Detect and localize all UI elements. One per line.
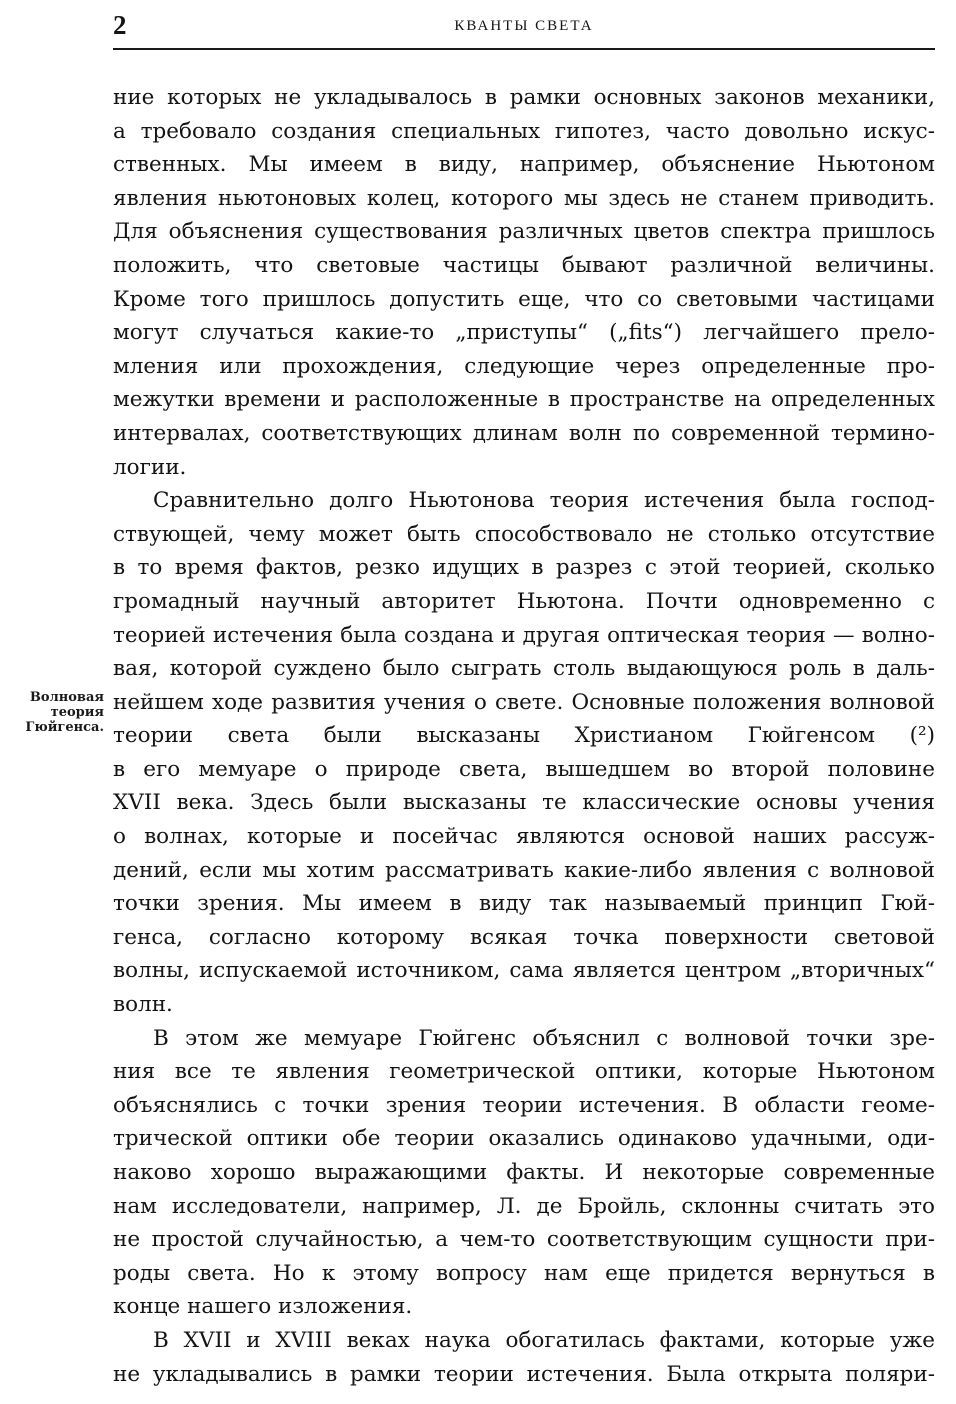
margin-note-line: теория — [50, 705, 104, 720]
text-line: межутки времени и расположенные в пространстве на определенных — [113, 387, 935, 413]
text-line: теории света были высказаны Христианом Гюйгенсом (²) — [113, 723, 935, 749]
text-line: интервалах, соответствующих длинам волн по современной термино- — [113, 420, 935, 446]
text-line: положить, что световые частицы бывают различной величины. — [113, 252, 935, 278]
text-line: не укладывались в рамки теории истечения. Была открыта поляри- — [113, 1361, 935, 1387]
margin-note-line: Гюйгенса. — [25, 720, 104, 735]
text-line: могут случаться какие-то „приступы“ („fits“) легчайшего прело- — [113, 320, 935, 346]
page-header — [113, 8, 935, 50]
page-number: 2 — [113, 10, 127, 40]
text-line: наково хорошо выражающими факты. И некоторые современные — [113, 1160, 935, 1185]
text-line: В этом же мемуаре Гюйгенс объяснил с волновой точки зре- — [153, 1025, 935, 1051]
margin-note-line: Волновая — [29, 690, 104, 705]
text-line: ния все те явления геометрической оптики, которые Ньютоном — [113, 1059, 935, 1085]
text-line: мления или прохождения, следующие через определенные про- — [113, 353, 935, 379]
text-line: нам исследователи, например, Л. де Бройль, склонны считать это — [113, 1193, 935, 1219]
text-line: XVII века. Здесь были высказаны те классические основы учения — [113, 790, 935, 816]
text-line: Кроме того пришлось допустить еще, что со световыми частицами — [113, 286, 935, 312]
text-line: а требовало создания специальных гипотез, часто довольно искус- — [113, 118, 935, 144]
text-line: не простой случайностью, а чем-то соответствующим сущности при- — [113, 1227, 935, 1253]
text-line: ственных. Мы имеем в виду, например, объяснение Ньютоном — [113, 152, 935, 178]
text-line: явления ньютоновых колец, которого мы здесь не станем приводить. — [113, 185, 935, 211]
text-line: роды света. Но к этому вопросу нам еще придется вернуться в — [113, 1260, 935, 1286]
text-line: Сравнительно долго Ньютонова теория истечения была господ- — [153, 488, 935, 514]
text-line: нейшем ходе развития учения о свете. Основные положения волновой — [113, 689, 935, 715]
text-line: волн. — [113, 992, 173, 1018]
text-line: объяснялись с точки зрения теории истечения. В области геоме- — [113, 1092, 935, 1118]
text-line: Для объяснения существования различных цветов спектра пришлось — [113, 219, 935, 245]
text-line: трической оптики обе теории оказались одинаково удачными, оди- — [113, 1126, 935, 1152]
text-line: теорией истечения была создана и другая оптическая теория — волно- — [113, 622, 935, 648]
text-line: в его мемуаре о природе света, вышедшем во второй половине — [113, 756, 935, 782]
text-line: В XVII и XVIII веках наука обогатилась фактами, которые уже — [153, 1327, 935, 1353]
text-line: конце нашего изложения. — [113, 1294, 413, 1320]
text-line: в то время фактов, резко идущих в разрез с этой теорией, сколько — [113, 555, 935, 581]
text-line: громадный научный авторитет Ньютона. Почти одновременно с — [113, 588, 935, 614]
margin-note — [8, 690, 104, 735]
text-line: волны, испускаемой источником, сама является центром „вторичных“ — [113, 958, 935, 984]
text-line: точки зрения. Мы имеем в виду так называемый принцип Гюй- — [113, 891, 935, 917]
text-line: вая, которой суждено было сыграть столь выдающуюся роль в даль- — [113, 656, 935, 682]
text-line: логии. — [113, 454, 187, 480]
text-line: ствующей, чему может быть способствовало не столько отсутствие — [113, 521, 935, 547]
body-text — [113, 81, 935, 1391]
running-head: КВАНТЫ СВЕТА — [454, 18, 594, 34]
text-line: ние которых не укладывалось в рамки основных законов механики, — [113, 85, 935, 110]
text-line: о волнах, которые и посейчас являются основой наших рассуж- — [113, 824, 935, 850]
text-line: генса, согласно которому всякая точка поверхности световой — [113, 924, 935, 950]
text-line: дений, если мы хотим рассматривать какие-либо явления с волновой — [113, 857, 935, 883]
